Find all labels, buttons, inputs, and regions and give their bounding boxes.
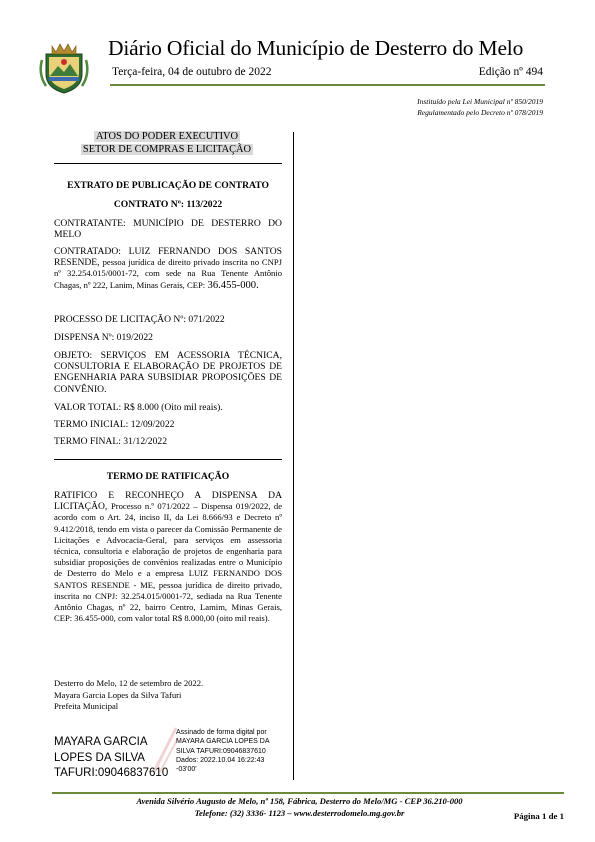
column-divider	[293, 132, 294, 780]
signature-name	[54, 735, 168, 782]
page-number: Página 1 de 1	[513, 811, 564, 821]
contratado	[54, 246, 282, 291]
issue-date: Terça-feira, 04 de outubro de 2022	[112, 66, 272, 78]
signature-detail-1: Assinado de forma digital por	[176, 729, 267, 736]
section-line-1: ATOS DO PODER EXECUTIVO	[95, 131, 239, 142]
ratification-heading: TERMO DE RATIFICAÇÃO	[106, 471, 230, 482]
valor-total: VALOR TOTAL: R$ 8.000 (Oito mil reais).	[54, 402, 223, 413]
contratado-text: pessoa jurídica de direito privado inscrita no CNPJ nº 32.254.015/0001-72, com sede na Rua Tenente Antônio Chagas, nº 222, Lanim, Minas Gerais, CEP:	[54, 257, 282, 290]
signature-detail-5: -03'00'	[176, 766, 197, 774]
contratante: CONTRATANTE: MUNICÍPIO DE DESTERRO DO MELO	[54, 218, 282, 241]
page-title: Diário Oficial do Município de Desterro do Melo	[108, 36, 524, 60]
municipal-crest-icon	[36, 40, 92, 94]
header-rule	[110, 84, 545, 86]
ratification-body-upper: RATIFICO E RECONHEÇO A DISPENSA DA LICITAÇÃO,	[54, 490, 282, 513]
signer-name: Mayara Garcia Lopes da Silva Tafuri	[54, 690, 182, 700]
processo: PROCESSO DE LICITAÇÃO Nº: 071/2022	[54, 314, 225, 325]
contratado-title: CONTRATADO: LUIZ FERNANDO DOS SANTOS RESENDE,	[54, 246, 282, 269]
regulation-line: Regulamentado pelo Decreto nº 078/2019	[417, 108, 543, 117]
place-date: Desterro do Melo, 12 de setembro de 2022.	[54, 678, 204, 688]
contratado-cep: 36.455-000.	[207, 279, 259, 291]
signer-role: Prefeita Municipal	[54, 701, 119, 711]
objeto: OBJETO: SERVIÇOS EM ACESSORIA TÉCNICA, CONSULTORIA E ELABORAÇÃO DE PROJETOS DE ENGENHARIA PARA SUBSIDIAR PROPOSIÇÕES DE CONVÊNIO.	[54, 350, 282, 395]
signature-detail-4: Dados: 2022.10.04 16:22:43	[176, 756, 265, 764]
extract-heading: EXTRATO DE PUBLICAÇÃO DE CONTRATO	[67, 180, 269, 191]
separator-rule	[54, 459, 282, 460]
termo-final: TERMO FINAL: 31/12/2022	[54, 436, 167, 447]
section-rule	[54, 163, 282, 164]
ratification-body	[54, 490, 282, 624]
footer-rule	[52, 792, 564, 794]
section-heading	[68, 131, 266, 156]
footer-address: Avenida Silvério Augusto de Melo, nº 158, Fábrica, Desterro do Melo/MG - CEP 36.210-000	[136, 796, 463, 806]
signature-name-line-1: MAYARA GARCIA	[54, 736, 148, 748]
signature-detail-2: MAYARA GARCIA LOPES DA	[176, 738, 270, 746]
signature-name-line-2: LOPES DA SILVA	[54, 751, 145, 764]
ratification-body-text: Processo n.º 071/2022 – Dispensa 019/2022, de acordo com o Art. 24, inciso II, da Lei 8.666/93 e Decreto nº 9.412/2018, tendo em vista o parecer da Comissão Permanente de Licitações e Advocacia-Geral, para serviços em assessoria técnica, consultoria e elaboração de projetos de engenharia para subsidiar proposições de convênios realizadas entre o Município de Desterro do Melo e a empresa LUIZ FERNANDO DOS SANTOS RESENDE - ME, pessoa jurídica de direito privado, inscrita no CNPJ: 32.254.015/0001-72, sediada na Rua Tenente Antônio Chagas, nº 22, bairro Centro, Lamim, Minas Gerais, CEP: 36.455-000, com valor total R$ 8.000,00 (oito mil reais).	[54, 501, 283, 624]
termo-inicial: TERMO INICIAL: 12/09/2022	[54, 419, 175, 430]
contract-number: CONTRATO Nº: 113/2022	[113, 199, 223, 210]
signature-detail-3: SILVA TAFURI:09046837610	[176, 747, 266, 755]
footer-phone: Telefone: (32) 3336- 1123 – www.desterrodomelo.mg.gov.br	[194, 808, 405, 818]
signature-name-line-3: TAFURI:09046837610	[54, 767, 169, 779]
institution-line: Instituído pela Lei Municipal nº 850/2019	[417, 97, 543, 106]
dispensa: DISPENSA Nº: 019/2022	[54, 332, 153, 343]
section-line-2: SETOR DE COMPRAS E LICITAÇÃO	[82, 143, 252, 155]
edition-number: Edição nº 494	[478, 66, 543, 78]
signature-details	[176, 728, 296, 774]
